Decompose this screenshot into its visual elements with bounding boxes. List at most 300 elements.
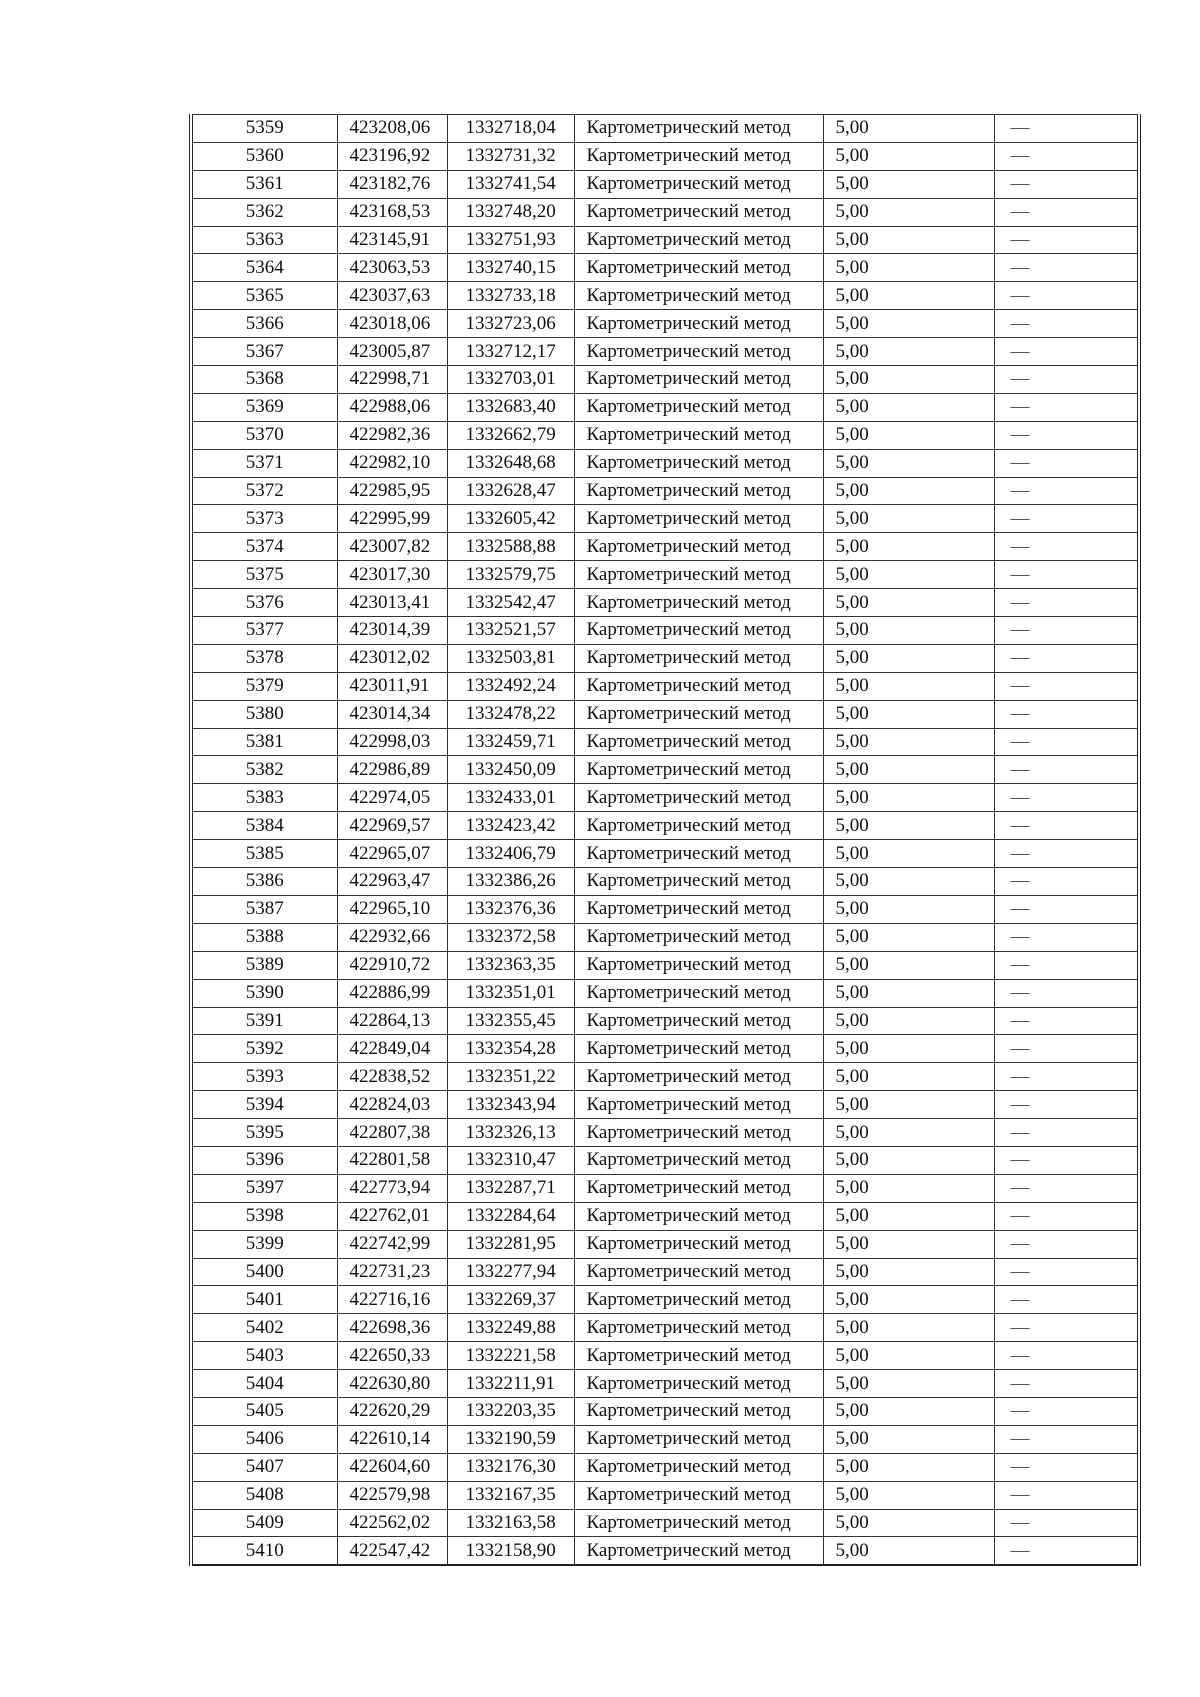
table-row [191, 142, 1139, 170]
accuracy-cell: 5,00 [823, 115, 994, 143]
accuracy-cell: 5,00 [823, 812, 994, 840]
y-coordinate-cell: 1332662,79 [447, 421, 574, 449]
note-cell: — [994, 393, 1139, 421]
note-cell: — [994, 254, 1139, 282]
point-number-cell: 5359 [191, 115, 337, 143]
method-cell: Картометрический метод [574, 449, 823, 477]
point-number-cell: 5368 [191, 366, 337, 394]
note-cell: — [994, 1063, 1139, 1091]
point-number-cell: 5397 [191, 1174, 337, 1202]
accuracy-cell: 5,00 [823, 366, 994, 394]
point-number-cell: 5398 [191, 1202, 337, 1230]
y-coordinate-cell: 1332542,47 [447, 589, 574, 617]
accuracy-cell: 5,00 [823, 1370, 994, 1398]
method-cell: Картометрический метод [574, 617, 823, 645]
y-coordinate-cell: 1332733,18 [447, 282, 574, 310]
point-number-cell: 5403 [191, 1342, 337, 1370]
point-number-cell: 5404 [191, 1370, 337, 1398]
table-row [191, 728, 1139, 756]
x-coordinate-cell: 422698,36 [337, 1314, 447, 1342]
y-coordinate-cell: 1332433,01 [447, 784, 574, 812]
table-row [191, 868, 1139, 896]
method-cell: Картометрический метод [574, 1063, 823, 1091]
accuracy-cell: 5,00 [823, 449, 994, 477]
note-cell: — [994, 1202, 1139, 1230]
x-coordinate-cell: 422998,03 [337, 728, 447, 756]
x-coordinate-cell: 423063,53 [337, 254, 447, 282]
note-cell: — [994, 338, 1139, 366]
accuracy-cell: 5,00 [823, 617, 994, 645]
y-coordinate-cell: 1332167,35 [447, 1481, 574, 1509]
note-cell: — [994, 421, 1139, 449]
note-cell: — [994, 366, 1139, 394]
accuracy-cell: 5,00 [823, 505, 994, 533]
point-number-cell: 5379 [191, 672, 337, 700]
y-coordinate-cell: 1332354,28 [447, 1035, 574, 1063]
method-cell: Картометрический метод [574, 1230, 823, 1258]
accuracy-cell: 5,00 [823, 533, 994, 561]
point-number-cell: 5372 [191, 477, 337, 505]
accuracy-cell: 5,00 [823, 142, 994, 170]
accuracy-cell: 5,00 [823, 393, 994, 421]
table-row [191, 1119, 1139, 1147]
point-number-cell: 5391 [191, 1007, 337, 1035]
table-row [191, 812, 1139, 840]
x-coordinate-cell: 422969,57 [337, 812, 447, 840]
accuracy-cell: 5,00 [823, 338, 994, 366]
y-coordinate-cell: 1332372,58 [447, 923, 574, 951]
note-cell: — [994, 1370, 1139, 1398]
point-number-cell: 5387 [191, 895, 337, 923]
method-cell: Картометрический метод [574, 198, 823, 226]
table-row [191, 700, 1139, 728]
accuracy-cell: 5,00 [823, 868, 994, 896]
table-row [191, 449, 1139, 477]
y-coordinate-cell: 1332740,15 [447, 254, 574, 282]
note-cell: — [994, 198, 1139, 226]
point-number-cell: 5386 [191, 868, 337, 896]
y-coordinate-cell: 1332163,58 [447, 1509, 574, 1537]
point-number-cell: 5377 [191, 617, 337, 645]
note-cell: — [994, 1258, 1139, 1286]
method-cell: Картометрический метод [574, 338, 823, 366]
x-coordinate-cell: 422773,94 [337, 1174, 447, 1202]
note-cell: — [994, 449, 1139, 477]
point-number-cell: 5392 [191, 1035, 337, 1063]
accuracy-cell: 5,00 [823, 784, 994, 812]
y-coordinate-cell: 1332284,64 [447, 1202, 574, 1230]
y-coordinate-cell: 1332386,26 [447, 868, 574, 896]
accuracy-cell: 5,00 [823, 226, 994, 254]
note-cell: — [994, 142, 1139, 170]
accuracy-cell: 5,00 [823, 170, 994, 198]
y-coordinate-cell: 1332310,47 [447, 1146, 574, 1174]
point-number-cell: 5383 [191, 784, 337, 812]
point-number-cell: 5394 [191, 1091, 337, 1119]
accuracy-cell: 5,00 [823, 1481, 994, 1509]
note-cell: — [994, 1481, 1139, 1509]
table-row [191, 1007, 1139, 1035]
table-row [191, 840, 1139, 868]
accuracy-cell: 5,00 [823, 1202, 994, 1230]
table-row [191, 226, 1139, 254]
note-cell: — [994, 617, 1139, 645]
y-coordinate-cell: 1332351,22 [447, 1063, 574, 1091]
accuracy-cell: 5,00 [823, 1146, 994, 1174]
x-coordinate-cell: 422886,99 [337, 979, 447, 1007]
x-coordinate-cell: 422963,47 [337, 868, 447, 896]
method-cell: Картометрический метод [574, 895, 823, 923]
x-coordinate-cell: 422965,10 [337, 895, 447, 923]
table-row [191, 1481, 1139, 1509]
method-cell: Картометрический метод [574, 115, 823, 143]
x-coordinate-cell: 423037,63 [337, 282, 447, 310]
note-cell: — [994, 784, 1139, 812]
x-coordinate-cell: 422864,13 [337, 1007, 447, 1035]
y-coordinate-cell: 1332459,71 [447, 728, 574, 756]
table-row [191, 756, 1139, 784]
method-cell: Картометрический метод [574, 700, 823, 728]
method-cell: Картометрический метод [574, 672, 823, 700]
accuracy-cell: 5,00 [823, 310, 994, 338]
note-cell: — [994, 226, 1139, 254]
point-number-cell: 5374 [191, 533, 337, 561]
note-cell: — [994, 951, 1139, 979]
note-cell: — [994, 505, 1139, 533]
note-cell: — [994, 1342, 1139, 1370]
x-coordinate-cell: 422731,23 [337, 1258, 447, 1286]
accuracy-cell: 5,00 [823, 1174, 994, 1202]
note-cell: — [994, 170, 1139, 198]
table-row [191, 1091, 1139, 1119]
x-coordinate-cell: 422995,99 [337, 505, 447, 533]
x-coordinate-cell: 422650,33 [337, 1342, 447, 1370]
table-row [191, 1342, 1139, 1370]
note-cell: — [994, 1119, 1139, 1147]
y-coordinate-cell: 1332211,91 [447, 1370, 574, 1398]
table-row [191, 1537, 1139, 1565]
point-number-cell: 5384 [191, 812, 337, 840]
method-cell: Картометрический метод [574, 1202, 823, 1230]
table-row [191, 1425, 1139, 1453]
y-coordinate-cell: 1332503,81 [447, 644, 574, 672]
point-number-cell: 5395 [191, 1119, 337, 1147]
x-coordinate-cell: 422974,05 [337, 784, 447, 812]
accuracy-cell: 5,00 [823, 1063, 994, 1091]
note-cell: — [994, 1509, 1139, 1537]
accuracy-cell: 5,00 [823, 672, 994, 700]
y-coordinate-cell: 1332203,35 [447, 1397, 574, 1425]
point-number-cell: 5388 [191, 923, 337, 951]
x-coordinate-cell: 422838,52 [337, 1063, 447, 1091]
accuracy-cell: 5,00 [823, 840, 994, 868]
table-row [191, 310, 1139, 338]
table-row [191, 505, 1139, 533]
method-cell: Картометрический метод [574, 254, 823, 282]
table-row [191, 366, 1139, 394]
point-number-cell: 5399 [191, 1230, 337, 1258]
x-coordinate-cell: 423005,87 [337, 338, 447, 366]
y-coordinate-cell: 1332176,30 [447, 1453, 574, 1481]
point-number-cell: 5371 [191, 449, 337, 477]
x-coordinate-cell: 423018,06 [337, 310, 447, 338]
note-cell: — [994, 1286, 1139, 1314]
point-number-cell: 5362 [191, 198, 337, 226]
method-cell: Картометрический метод [574, 421, 823, 449]
table-row [191, 979, 1139, 1007]
accuracy-cell: 5,00 [823, 1286, 994, 1314]
accuracy-cell: 5,00 [823, 1007, 994, 1035]
x-coordinate-cell: 422610,14 [337, 1425, 447, 1453]
note-cell: — [994, 1007, 1139, 1035]
note-cell: — [994, 672, 1139, 700]
x-coordinate-cell: 422986,89 [337, 756, 447, 784]
table-row [191, 282, 1139, 310]
y-coordinate-cell: 1332355,45 [447, 1007, 574, 1035]
point-number-cell: 5402 [191, 1314, 337, 1342]
x-coordinate-cell: 423011,91 [337, 672, 447, 700]
method-cell: Картометрический метод [574, 756, 823, 784]
table-row [191, 1397, 1139, 1425]
table-row [191, 198, 1139, 226]
method-cell: Картометрический метод [574, 393, 823, 421]
table-row [191, 1230, 1139, 1258]
x-coordinate-cell: 422579,98 [337, 1481, 447, 1509]
accuracy-cell: 5,00 [823, 1425, 994, 1453]
y-coordinate-cell: 1332326,13 [447, 1119, 574, 1147]
y-coordinate-cell: 1332363,35 [447, 951, 574, 979]
table-row [191, 1370, 1139, 1398]
x-coordinate-cell: 422824,03 [337, 1091, 447, 1119]
accuracy-cell: 5,00 [823, 1397, 994, 1425]
note-cell: — [994, 979, 1139, 1007]
method-cell: Картометрический метод [574, 1091, 823, 1119]
accuracy-cell: 5,00 [823, 1537, 994, 1565]
x-coordinate-cell: 422998,71 [337, 366, 447, 394]
coordinates-table [189, 114, 1141, 1566]
x-coordinate-cell: 423013,41 [337, 589, 447, 617]
y-coordinate-cell: 1332287,71 [447, 1174, 574, 1202]
y-coordinate-cell: 1332751,93 [447, 226, 574, 254]
y-coordinate-cell: 1332588,88 [447, 533, 574, 561]
note-cell: — [994, 115, 1139, 143]
y-coordinate-cell: 1332450,09 [447, 756, 574, 784]
table-row [191, 393, 1139, 421]
method-cell: Картометрический метод [574, 477, 823, 505]
accuracy-cell: 5,00 [823, 282, 994, 310]
note-cell: — [994, 477, 1139, 505]
method-cell: Картометрический метод [574, 505, 823, 533]
accuracy-cell: 5,00 [823, 700, 994, 728]
note-cell: — [994, 589, 1139, 617]
table-row [191, 1063, 1139, 1091]
y-coordinate-cell: 1332406,79 [447, 840, 574, 868]
y-coordinate-cell: 1332190,59 [447, 1425, 574, 1453]
note-cell: — [994, 1537, 1139, 1565]
x-coordinate-cell: 422985,95 [337, 477, 447, 505]
y-coordinate-cell: 1332731,32 [447, 142, 574, 170]
method-cell: Картометрический метод [574, 1174, 823, 1202]
y-coordinate-cell: 1332281,95 [447, 1230, 574, 1258]
note-cell: — [994, 644, 1139, 672]
x-coordinate-cell: 422604,60 [337, 1453, 447, 1481]
accuracy-cell: 5,00 [823, 728, 994, 756]
method-cell: Картометрический метод [574, 1146, 823, 1174]
x-coordinate-cell: 423012,02 [337, 644, 447, 672]
method-cell: Картометрический метод [574, 923, 823, 951]
x-coordinate-cell: 422807,38 [337, 1119, 447, 1147]
note-cell: — [994, 1174, 1139, 1202]
y-coordinate-cell: 1332158,90 [447, 1537, 574, 1565]
note-cell: — [994, 700, 1139, 728]
accuracy-cell: 5,00 [823, 421, 994, 449]
method-cell: Картометрический метод [574, 533, 823, 561]
point-number-cell: 5389 [191, 951, 337, 979]
method-cell: Картометрический метод [574, 1119, 823, 1147]
point-number-cell: 5393 [191, 1063, 337, 1091]
point-number-cell: 5360 [191, 142, 337, 170]
y-coordinate-cell: 1332376,36 [447, 895, 574, 923]
accuracy-cell: 5,00 [823, 477, 994, 505]
table-row [191, 644, 1139, 672]
point-number-cell: 5380 [191, 700, 337, 728]
x-coordinate-cell: 423014,34 [337, 700, 447, 728]
point-number-cell: 5408 [191, 1481, 337, 1509]
x-coordinate-cell: 422562,02 [337, 1509, 447, 1537]
accuracy-cell: 5,00 [823, 1091, 994, 1119]
y-coordinate-cell: 1332492,24 [447, 672, 574, 700]
note-cell: — [994, 812, 1139, 840]
point-number-cell: 5361 [191, 170, 337, 198]
accuracy-cell: 5,00 [823, 1230, 994, 1258]
method-cell: Картометрический метод [574, 561, 823, 589]
table-row [191, 1258, 1139, 1286]
note-cell: — [994, 1397, 1139, 1425]
method-cell: Картометрический метод [574, 1481, 823, 1509]
method-cell: Картометрический метод [574, 1007, 823, 1035]
accuracy-cell: 5,00 [823, 1453, 994, 1481]
note-cell: — [994, 923, 1139, 951]
point-number-cell: 5401 [191, 1286, 337, 1314]
y-coordinate-cell: 1332712,17 [447, 338, 574, 366]
x-coordinate-cell: 422547,42 [337, 1537, 447, 1565]
y-coordinate-cell: 1332249,88 [447, 1314, 574, 1342]
method-cell: Картометрический метод [574, 1035, 823, 1063]
accuracy-cell: 5,00 [823, 951, 994, 979]
method-cell: Картометрический метод [574, 1258, 823, 1286]
method-cell: Картометрический метод [574, 728, 823, 756]
accuracy-cell: 5,00 [823, 561, 994, 589]
x-coordinate-cell: 423007,82 [337, 533, 447, 561]
y-coordinate-cell: 1332741,54 [447, 170, 574, 198]
point-number-cell: 5407 [191, 1453, 337, 1481]
method-cell: Картометрический метод [574, 1509, 823, 1537]
note-cell: — [994, 1091, 1139, 1119]
point-number-cell: 5369 [191, 393, 337, 421]
accuracy-cell: 5,00 [823, 1119, 994, 1147]
table-row [191, 338, 1139, 366]
table-row [191, 1453, 1139, 1481]
note-cell: — [994, 561, 1139, 589]
y-coordinate-cell: 1332648,68 [447, 449, 574, 477]
note-cell: — [994, 728, 1139, 756]
note-cell: — [994, 1453, 1139, 1481]
accuracy-cell: 5,00 [823, 1035, 994, 1063]
point-number-cell: 5373 [191, 505, 337, 533]
x-coordinate-cell: 422982,36 [337, 421, 447, 449]
note-cell: — [994, 310, 1139, 338]
accuracy-cell: 5,00 [823, 644, 994, 672]
accuracy-cell: 5,00 [823, 756, 994, 784]
table-row [191, 1174, 1139, 1202]
table-row [191, 1202, 1139, 1230]
x-coordinate-cell: 423017,30 [337, 561, 447, 589]
point-number-cell: 5381 [191, 728, 337, 756]
accuracy-cell: 5,00 [823, 589, 994, 617]
table-body [191, 115, 1139, 1566]
table-row [191, 477, 1139, 505]
note-cell: — [994, 1425, 1139, 1453]
method-cell: Картометрический метод [574, 979, 823, 1007]
accuracy-cell: 5,00 [823, 895, 994, 923]
method-cell: Картометрический метод [574, 644, 823, 672]
method-cell: Картометрический метод [574, 310, 823, 338]
note-cell: — [994, 1314, 1139, 1342]
y-coordinate-cell: 1332748,20 [447, 198, 574, 226]
method-cell: Картометрический метод [574, 282, 823, 310]
y-coordinate-cell: 1332423,42 [447, 812, 574, 840]
y-coordinate-cell: 1332723,06 [447, 310, 574, 338]
y-coordinate-cell: 1332277,94 [447, 1258, 574, 1286]
table-row [191, 533, 1139, 561]
table-row [191, 1509, 1139, 1537]
method-cell: Картометрический метод [574, 840, 823, 868]
table-row [191, 254, 1139, 282]
point-number-cell: 5410 [191, 1537, 337, 1565]
x-coordinate-cell: 423196,92 [337, 142, 447, 170]
point-number-cell: 5396 [191, 1146, 337, 1174]
x-coordinate-cell: 422620,29 [337, 1397, 447, 1425]
y-coordinate-cell: 1332703,01 [447, 366, 574, 394]
table-row [191, 951, 1139, 979]
table-row [191, 784, 1139, 812]
point-number-cell: 5382 [191, 756, 337, 784]
accuracy-cell: 5,00 [823, 1314, 994, 1342]
note-cell: — [994, 895, 1139, 923]
table-row [191, 1314, 1139, 1342]
accuracy-cell: 5,00 [823, 198, 994, 226]
table-row [191, 895, 1139, 923]
point-number-cell: 5390 [191, 979, 337, 1007]
point-number-cell: 5400 [191, 1258, 337, 1286]
point-number-cell: 5375 [191, 561, 337, 589]
table-row [191, 1286, 1139, 1314]
accuracy-cell: 5,00 [823, 254, 994, 282]
method-cell: Картометрический метод [574, 1425, 823, 1453]
table-row [191, 115, 1139, 143]
point-number-cell: 5370 [191, 421, 337, 449]
method-cell: Картометрический метод [574, 1397, 823, 1425]
accuracy-cell: 5,00 [823, 979, 994, 1007]
x-coordinate-cell: 422988,06 [337, 393, 447, 421]
x-coordinate-cell: 422742,99 [337, 1230, 447, 1258]
note-cell: — [994, 533, 1139, 561]
point-number-cell: 5409 [191, 1509, 337, 1537]
point-number-cell: 5367 [191, 338, 337, 366]
table-row [191, 672, 1139, 700]
method-cell: Картометрический метод [574, 589, 823, 617]
method-cell: Картометрический метод [574, 812, 823, 840]
